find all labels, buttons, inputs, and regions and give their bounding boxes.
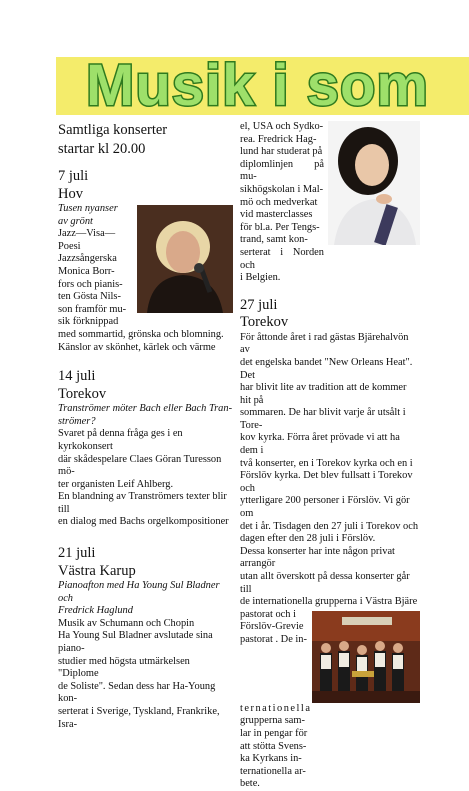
intro-text xyxy=(58,121,233,159)
text-line: son framför mu- xyxy=(58,303,127,315)
text-line: lund har studerat på xyxy=(240,146,323,158)
text-line: sommaren. De har blivit varje år utsålt i Tore- xyxy=(240,407,406,431)
banner-title: Musik i som xyxy=(86,57,429,115)
band-photo xyxy=(312,611,420,703)
concert-description xyxy=(240,332,420,609)
text-line: Monica Borr- xyxy=(58,265,115,277)
text-line: ternationella ar- xyxy=(240,765,306,777)
text-line: det engelska bandet "New Orleans Heat". Det xyxy=(240,356,413,381)
text-line: grupperna sam- xyxy=(240,715,305,727)
concert-subtitle xyxy=(58,403,233,428)
intro-line-1: Samtliga konserter xyxy=(58,122,168,138)
concert-subtitle xyxy=(58,580,233,618)
text-line: en dialog med Bachs orgelkompositioner xyxy=(58,516,229,528)
text-line: ten Gösta Nils- xyxy=(58,291,121,303)
concert-7-juli xyxy=(58,168,233,354)
concert-27-juli xyxy=(240,297,420,791)
text-line: i Belgien. xyxy=(240,272,281,284)
text-line: Dessa konserter har inte någon privat arrangör xyxy=(240,545,395,570)
text-line: lar in pengar för xyxy=(240,727,308,739)
concert-place: Torekov xyxy=(58,385,107,402)
text-line: de internationella grupperna i Västra Bjäre xyxy=(240,596,418,608)
text-line: pastorat och i xyxy=(240,608,296,620)
text-line: Jazz—Visa— xyxy=(58,228,116,240)
text-line: serterat i Sverige, Tyskland, Frankrike, Isra- xyxy=(58,706,220,730)
text-line: bete. xyxy=(240,778,260,790)
text-line: mö och medverkat xyxy=(240,196,318,208)
text-line: Musik av Schumann och Chopin xyxy=(58,617,195,629)
text-line: har blivit lite av tradition att de kommer hit på xyxy=(240,382,407,406)
text-line: dagen efter den 28 juli i Förslöv. xyxy=(240,533,376,545)
text-line: trand, samt kon- xyxy=(240,234,308,246)
singer-photo xyxy=(137,205,233,313)
text-line: Förslöv kyrka. Det blev fullsatt i Torekov och xyxy=(240,470,413,494)
text-line: serterat i Norden och xyxy=(240,246,324,271)
text-line: För åttonde året i rad gästas Bjärehalvön av xyxy=(240,331,409,356)
text-line: med sommartid, grönska och blomning. xyxy=(58,328,224,340)
concert-21-juli-continued xyxy=(240,121,420,285)
text-line: för bl.a. Per Tengs- xyxy=(240,221,320,233)
intro-line-2: startar kl 20.00 xyxy=(58,141,146,157)
text-line: fors och pianis- xyxy=(58,278,123,290)
text-line: vid masterclasses xyxy=(240,209,313,221)
concert-date: 21 juli xyxy=(58,545,96,562)
text-line: Svaret på denna fråga ges i en kyrkokonsert xyxy=(58,428,183,452)
text-line: rea. Fredrick Hag- xyxy=(240,133,317,145)
text-line: Förslöv-Grevie xyxy=(240,621,304,633)
text-line: Känslor av skönhet, kärlek och värme xyxy=(58,341,216,353)
subtitle-line-1: Tusen nyanser xyxy=(58,203,118,214)
concert-21-juli xyxy=(58,545,233,731)
concert-description xyxy=(58,618,233,731)
text-line: sikhögskolan i Mal- xyxy=(240,183,324,195)
text-line: Poesi xyxy=(58,240,81,252)
subtitle-line-1: Tranströmer möter Bach eller Bach Tran- xyxy=(58,403,233,415)
concert-place: Hov xyxy=(58,185,83,202)
text-line: diplomlinjen på mu- xyxy=(240,158,324,183)
concert-place: Västra Karup xyxy=(58,562,136,579)
text-line: ka Kyrkans in- xyxy=(240,753,302,765)
subtitle-line-2: strömer? xyxy=(58,415,96,427)
concert-date: 27 juli xyxy=(240,296,278,313)
subtitle-line-1: Pianoafton med Ha Young Sul Bladner och xyxy=(58,580,220,604)
text-line: studier med högsta utmärkelsen "Diplome xyxy=(58,655,190,680)
text-line: kov kyrka. Förra året prövade vi att ha dem i xyxy=(240,432,400,457)
title-banner xyxy=(56,57,469,115)
text-line: ter organisten Leif Ahlberg. xyxy=(58,478,174,490)
subtitle-line-2: Fredrick Haglund xyxy=(58,605,133,617)
text-line: det i år. Tisdagen den 27 juli i Torekov och xyxy=(240,520,419,532)
text-line: el, USA och Sydko- xyxy=(240,121,324,132)
concert-place: Torekov xyxy=(240,314,289,331)
subtitle-line-2: av grönt xyxy=(58,215,93,227)
text-line: där skådespelare Claes Göran Turesson mö- xyxy=(58,453,222,478)
text-line: Ha Young Sul Bladner avslutade sina piano- xyxy=(58,630,213,655)
text-line: ternationella xyxy=(240,702,312,714)
text-line: En blandning av Tranströmers texter blir till xyxy=(58,491,227,515)
text-line: att stötta Svens- xyxy=(240,740,307,752)
concert-14-juli xyxy=(58,368,233,529)
text-line: två konserter, en i Torekov kyrka och en i xyxy=(240,457,413,469)
concert-date: 14 juli xyxy=(58,368,96,385)
pianist-photo xyxy=(328,121,420,245)
concert-date: 7 juli xyxy=(58,168,89,184)
text-line: pastorat . De in- xyxy=(240,633,307,645)
text-line: Jazzsångerska xyxy=(58,253,117,265)
concert-description xyxy=(58,428,233,529)
text-line: de Soliste". Sedan dess har Ha-Young kon- xyxy=(58,680,216,705)
text-line: utan allt överskott på dessa konserter går till xyxy=(240,571,410,595)
text-line: sik förknippad xyxy=(58,316,119,328)
right-column xyxy=(240,121,420,791)
text-line: ytterligare 200 personer i Förslöv. Vi gör om xyxy=(240,495,410,520)
